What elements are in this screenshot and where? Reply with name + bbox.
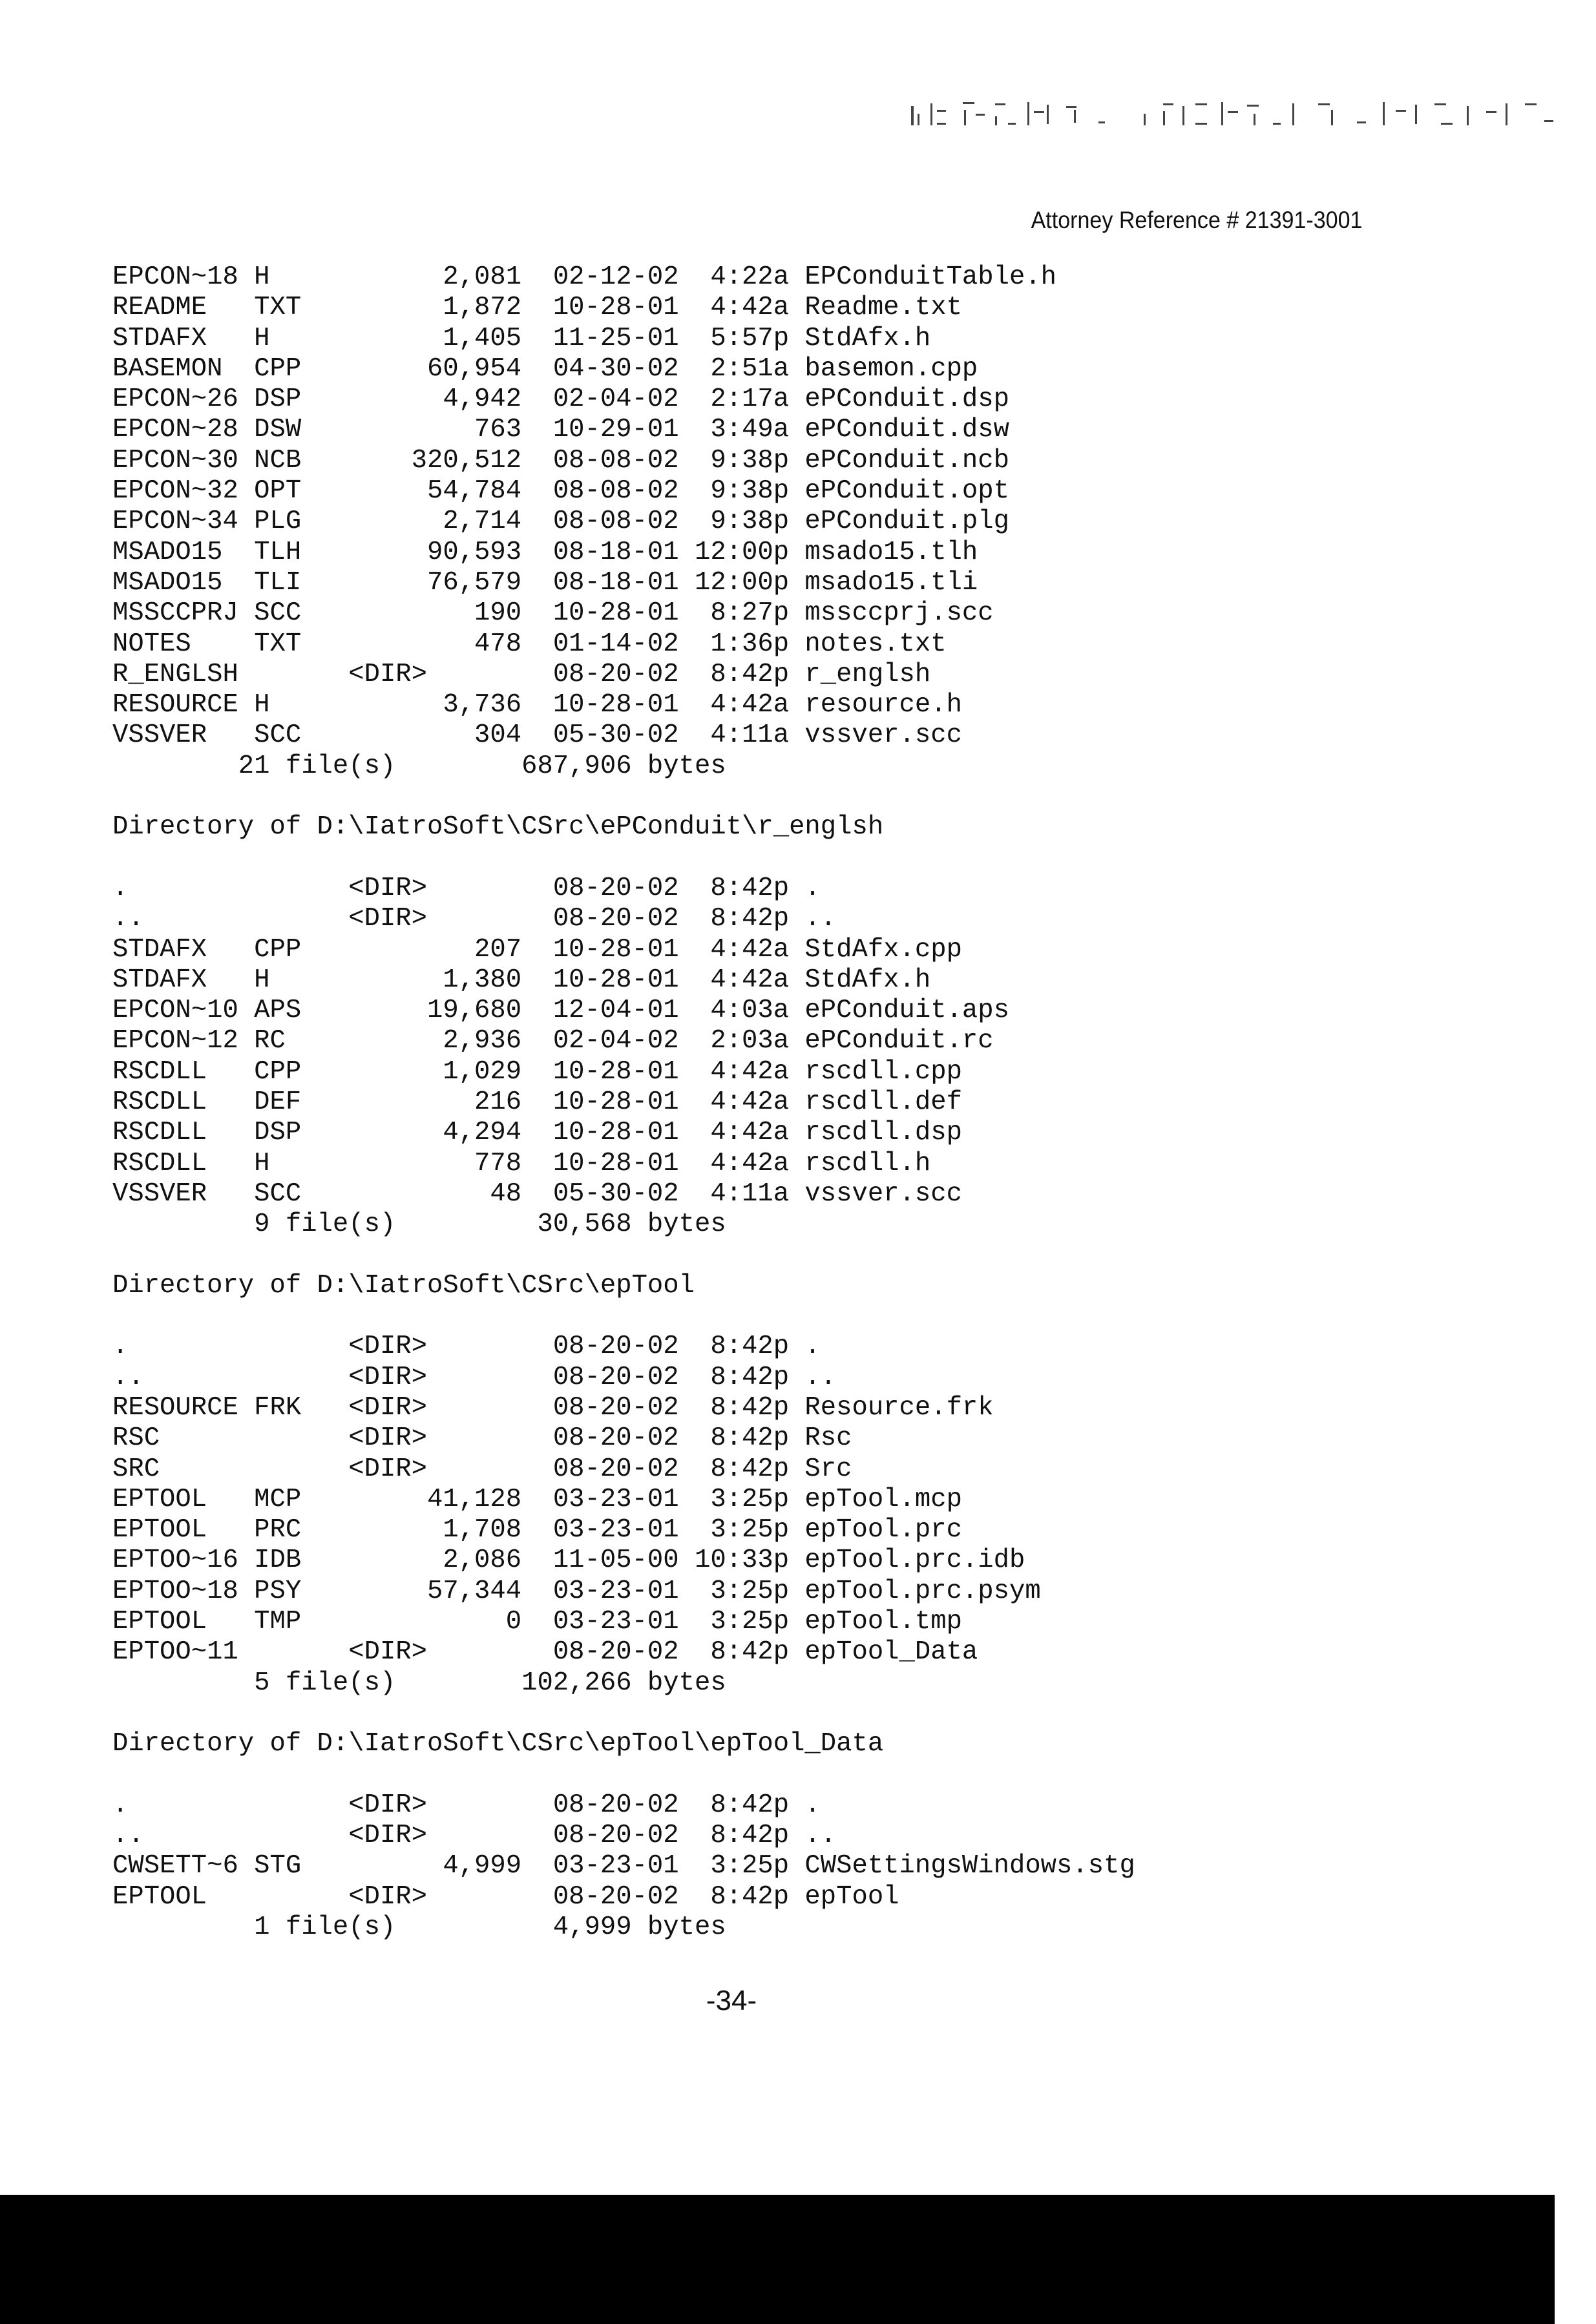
directory-path: Directory of D:\IatroSoft\CSrc\epTool\epTool_Data [112,1729,883,1759]
file-time: 4:03a [679,996,789,1026]
long-name: ePConduit.aps [804,996,1009,1026]
bytes-label: bytes [647,1912,726,1943]
short-name: . [112,874,128,904]
file-date: 10-28-01 [553,690,679,720]
file-time: 3:25p [679,1607,789,1637]
long-name: . [804,1332,820,1362]
long-name: Rsc [804,1423,852,1454]
file-date: 03-23-01 [553,1607,679,1637]
short-name: EPTOO~16 [112,1545,238,1576]
file-time: 4:42a [679,1057,789,1087]
long-name: msado15.tli [804,568,978,598]
file-date: 08-08-02 [553,446,679,476]
file-time: 8:42p [679,874,789,904]
short-name: BASEMON [112,354,222,384]
short-name: EPCON~28 [112,415,238,445]
extension: TMP [254,1607,301,1637]
file-count: 5 [112,1668,270,1699]
file-count: 9 [112,1209,270,1240]
file-time: 3:25p [679,1515,789,1545]
file-time: 4:22a [679,262,789,293]
file-size: 2,086 [301,1545,521,1576]
short-name: SRC [112,1454,160,1485]
file-date: 08-20-02 [553,660,679,690]
short-name: . [112,1790,128,1821]
long-name: vssver.scc [804,720,962,751]
file-time: 9:38p [679,476,789,507]
short-name: EPCON~30 [112,446,238,476]
long-name: Resource.frk [804,1393,993,1423]
long-name: . [804,1790,820,1821]
file-date: 10-28-01 [553,935,679,965]
file-date: 12-04-01 [553,996,679,1026]
file-time: 4:11a [679,720,789,751]
file-time: 4:42a [679,293,789,323]
short-name: EPTOOL [112,1515,207,1545]
file-time: 8:42p [679,1821,789,1851]
file-size: 4,294 [301,1118,521,1148]
extension: DSP [254,384,301,415]
long-name: epTool.prc.idb [804,1545,1025,1576]
file-time: 2:03a [679,1026,789,1056]
file-date: 02-04-02 [553,1026,679,1056]
dir-marker: <DIR> [348,1423,427,1454]
file-size: 190 [301,598,521,629]
dir-marker: <DIR> [348,1882,427,1912]
long-name: basemon.cpp [804,354,978,384]
file-time: 3:25p [679,1485,789,1515]
file-date: 02-04-02 [553,384,679,415]
scanned-header-marks [905,97,1564,129]
file-time: 4:42a [679,1087,789,1118]
file-time: 4:42a [679,1118,789,1148]
file-date: 05-30-02 [553,1179,679,1209]
dir-marker: <DIR> [348,1790,427,1821]
bytes-label: bytes [647,1209,726,1240]
file-date: 08-20-02 [553,1821,679,1851]
short-name: EPTOOL [112,1607,207,1637]
file-size: 4,999 [301,1851,521,1881]
long-name: . [804,874,820,904]
file-time: 8:42p [679,904,789,934]
file-size: 778 [301,1149,521,1179]
long-name: rscdll.def [804,1087,962,1118]
extension: DEF [254,1087,301,1118]
extension: STG [254,1851,301,1881]
long-name: StdAfx.h [804,965,930,996]
short-name: MSSCCPRJ [112,598,238,629]
extension: H [254,1149,269,1179]
total-bytes: 30,568 [412,1209,632,1240]
file-date: 10-28-01 [553,293,679,323]
long-name: ePConduit.rc [804,1026,993,1056]
long-name: r_englsh [804,660,930,690]
file-count: 1 [112,1912,270,1943]
extension: H [254,324,269,354]
short-name: EPCON~32 [112,476,238,507]
file-time: 4:42a [679,965,789,996]
files-label: file(s) [286,751,395,782]
long-name: ePConduit.dsw [804,415,1009,445]
file-size: 60,954 [301,354,521,384]
long-name: epTool [804,1882,899,1912]
files-label: file(s) [286,1209,395,1240]
file-date: 03-23-01 [553,1515,679,1545]
file-time: 8:27p [679,598,789,629]
long-name: epTool_Data [804,1637,978,1668]
long-name: epTool.tmp [804,1607,962,1637]
dir-marker: <DIR> [348,1637,427,1668]
short-name: README [112,293,207,323]
file-time: 8:42p [679,1363,789,1393]
extension: DSP [254,1118,301,1148]
short-name: STDAFX [112,935,207,965]
extension: SCC [254,1179,301,1209]
file-time: 3:49a [679,415,789,445]
file-time: 3:25p [679,1851,789,1881]
file-size: 207 [301,935,521,965]
long-name: Src [804,1454,852,1485]
dir-marker: <DIR> [348,1454,427,1485]
bytes-label: bytes [647,751,726,782]
short-name: NOTES [112,629,191,660]
dir-marker: <DIR> [348,1393,427,1423]
dir-marker: <DIR> [348,1332,427,1362]
file-size: 2,714 [301,507,521,537]
file-time: 8:42p [679,660,789,690]
long-name: ePConduit.ncb [804,446,1009,476]
short-name: RSCDLL [112,1118,207,1148]
file-date: 08-20-02 [553,1393,679,1423]
extension: FRK [254,1393,301,1423]
file-size: 763 [301,415,521,445]
long-name: StdAfx.h [804,324,930,354]
short-name: EPCON~10 [112,996,238,1026]
file-size: 1,708 [301,1515,521,1545]
file-size: 3,736 [301,690,521,720]
file-date: 03-23-01 [553,1485,679,1515]
file-size: 1,405 [301,324,521,354]
long-name: vssver.scc [804,1179,962,1209]
extension: TXT [254,293,301,323]
dir-marker: <DIR> [348,904,427,934]
short-name: .. [112,1821,144,1851]
dir-marker: <DIR> [348,1821,427,1851]
short-name: RESOURCE [112,690,238,720]
short-name: MSADO15 [112,568,222,598]
file-date: 03-23-01 [553,1576,679,1607]
short-name: R_ENGLSH [112,660,238,690]
files-label: file(s) [286,1912,395,1943]
total-bytes: 4,999 [412,1912,632,1943]
file-date: 11-05-00 [553,1545,679,1576]
file-date: 08-18-01 [553,568,679,598]
file-time: 12:00p [679,568,789,598]
file-count: 21 [112,751,270,782]
extension: PRC [254,1515,301,1545]
long-name: CWSettingsWindows.stg [804,1851,1135,1881]
extension: CPP [254,1057,301,1087]
long-name: ePConduit.opt [804,476,1009,507]
directory-path: Directory of D:\IatroSoft\CSrc\ePConduit\r_englsh [112,812,883,843]
file-time: 2:51a [679,354,789,384]
file-size: 48 [301,1179,521,1209]
short-name: VSSVER [112,720,207,751]
short-name: RSCDLL [112,1149,207,1179]
file-date: 10-28-01 [553,1087,679,1118]
long-name: rscdll.dsp [804,1118,962,1148]
file-size: 304 [301,720,521,751]
file-time: 8:42p [679,1332,789,1362]
file-time: 8:42p [679,1637,789,1668]
long-name: ePConduit.dsp [804,384,1009,415]
file-date: 08-20-02 [553,1882,679,1912]
long-name: EPConduitTable.h [804,262,1056,293]
file-size: 2,936 [301,1026,521,1056]
long-name: notes.txt [804,629,946,660]
file-time: 4:42a [679,935,789,965]
file-time: 12:00p [679,538,789,568]
short-name: CWSETT~6 [112,1851,238,1881]
extension: PLG [254,507,301,537]
short-name: EPTOOL [112,1882,207,1912]
file-date: 11-25-01 [553,324,679,354]
short-name: .. [112,904,144,934]
extension: PSY [254,1576,301,1607]
file-date: 05-30-02 [553,720,679,751]
file-date: 08-08-02 [553,507,679,537]
long-name: rscdll.cpp [804,1057,962,1087]
long-name: .. [804,1363,836,1393]
file-date: 08-18-01 [553,538,679,568]
file-date: 08-20-02 [553,1637,679,1668]
file-date: 10-28-01 [553,1057,679,1087]
extension: CPP [254,935,301,965]
short-name: EPTOO~18 [112,1576,238,1607]
file-size: 54,784 [301,476,521,507]
long-name: .. [804,1821,836,1851]
extension: OPT [254,476,301,507]
short-name: RSCDLL [112,1087,207,1118]
file-time: 8:42p [679,1393,789,1423]
extension: TLH [254,538,301,568]
file-date: 08-20-02 [553,1790,679,1821]
file-time: 8:42p [679,1454,789,1485]
short-name: EPCON~18 [112,262,238,293]
extension: MCP [254,1485,301,1515]
long-name: Readme.txt [804,293,962,323]
short-name: EPTOO~11 [112,1637,238,1668]
files-label: file(s) [286,1668,395,1699]
total-bytes: 102,266 [412,1668,632,1699]
short-name: EPCON~26 [112,384,238,415]
total-bytes: 687,906 [412,751,632,782]
file-size: 320,512 [301,446,521,476]
file-date: 08-20-02 [553,1332,679,1362]
short-name: . [112,1332,128,1362]
file-size: 1,029 [301,1057,521,1087]
long-name: epTool.prc [804,1515,962,1545]
extension: TLI [254,568,301,598]
bytes-label: bytes [647,1668,726,1699]
extension: H [254,262,269,293]
file-size: 1,380 [301,965,521,996]
long-name: mssccprj.scc [804,598,993,629]
file-time: 4:42a [679,1149,789,1179]
short-name: EPTOOL [112,1485,207,1515]
file-date: 10-28-01 [553,1149,679,1179]
scan-black-border [0,2195,1555,2324]
file-date: 08-08-02 [553,476,679,507]
long-name: .. [804,904,836,934]
file-time: 8:42p [679,1882,789,1912]
file-time: 4:42a [679,690,789,720]
file-date: 10-28-01 [553,965,679,996]
short-name: EPCON~34 [112,507,238,537]
extension: APS [254,996,301,1026]
extension: IDB [254,1545,301,1576]
file-time: 5:57p [679,324,789,354]
file-date: 10-29-01 [553,415,679,445]
short-name: VSSVER [112,1179,207,1209]
dir-marker: <DIR> [348,1363,427,1393]
file-size: 57,344 [301,1576,521,1607]
file-date: 08-20-02 [553,874,679,904]
file-time: 9:38p [679,507,789,537]
file-time: 10:33p [679,1545,789,1576]
file-size: 41,128 [301,1485,521,1515]
file-size: 216 [301,1087,521,1118]
file-time: 1:36p [679,629,789,660]
dir-marker: <DIR> [348,660,427,690]
file-size: 4,942 [301,384,521,415]
file-size: 478 [301,629,521,660]
file-date: 08-20-02 [553,1363,679,1393]
extension: SCC [254,720,301,751]
extension: NCB [254,446,301,476]
directory-path: Directory of D:\IatroSoft\CSrc\epTool [112,1271,695,1301]
extension: RC [254,1026,286,1056]
long-name: epTool.prc.psym [804,1576,1040,1607]
long-name: epTool.mcp [804,1485,962,1515]
extension: TXT [254,629,301,660]
file-time: 8:42p [679,1790,789,1821]
file-size: 90,593 [301,538,521,568]
short-name: RSCDLL [112,1057,207,1087]
short-name: RSC [112,1423,160,1454]
dir-marker: <DIR> [348,874,427,904]
long-name: resource.h [804,690,962,720]
file-date: 03-23-01 [553,1851,679,1881]
file-date: 08-20-02 [553,1454,679,1485]
file-time: 4:11a [679,1179,789,1209]
short-name: STDAFX [112,965,207,996]
short-name: MSADO15 [112,538,222,568]
extension: CPP [254,354,301,384]
long-name: ePConduit.plg [804,507,1009,537]
file-date: 01-14-02 [553,629,679,660]
short-name: STDAFX [112,324,207,354]
short-name: EPCON~12 [112,1026,238,1056]
file-time: 3:25p [679,1576,789,1607]
short-name: .. [112,1363,144,1393]
file-date: 08-20-02 [553,1423,679,1454]
file-date: 08-20-02 [553,904,679,934]
long-name: StdAfx.cpp [804,935,962,965]
long-name: msado15.tlh [804,538,978,568]
attorney-reference: Attorney Reference # 21391-3001 [1031,207,1362,234]
file-date: 02-12-02 [553,262,679,293]
file-date: 04-30-02 [553,354,679,384]
file-size: 19,680 [301,996,521,1026]
file-size: 1,872 [301,293,521,323]
page-number: -34- [0,1985,1463,2017]
file-size: 2,081 [301,262,521,293]
short-name: RESOURCE [112,1393,238,1423]
file-date: 10-28-01 [553,1118,679,1148]
file-size: 76,579 [301,568,521,598]
extension: H [254,690,269,720]
file-size: 0 [301,1607,521,1637]
long-name: rscdll.h [804,1149,930,1179]
file-time: 2:17a [679,384,789,415]
extension: SCC [254,598,301,629]
file-date: 10-28-01 [553,598,679,629]
file-time: 8:42p [679,1423,789,1454]
extension: H [254,965,269,996]
file-time: 9:38p [679,446,789,476]
extension: DSW [254,415,301,445]
